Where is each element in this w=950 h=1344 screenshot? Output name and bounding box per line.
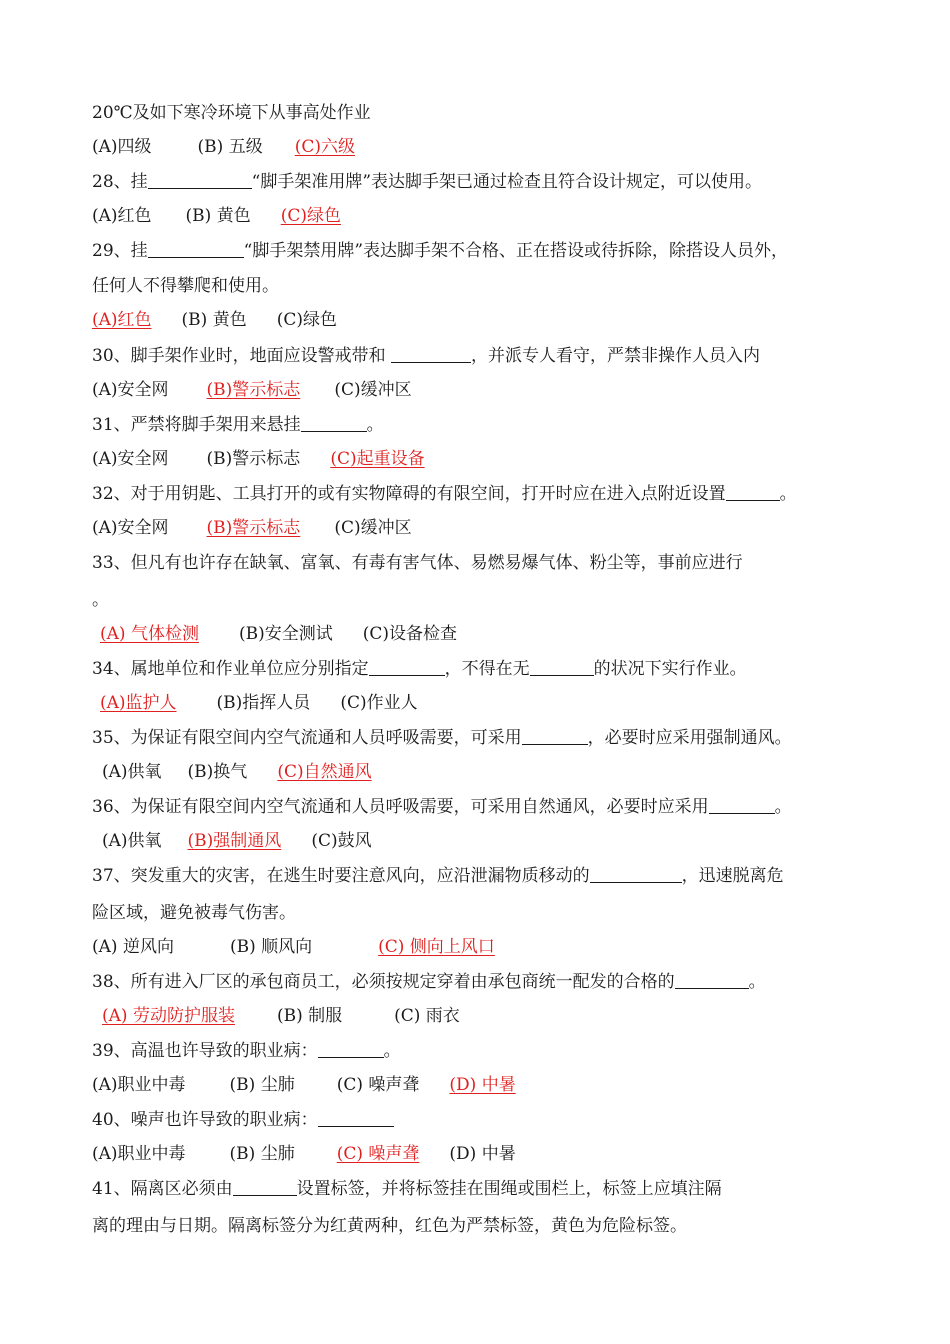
answer-option: (B)警示标志 (206, 380, 301, 400)
question-38: 38、所有进入厂区的承包商员工，必须按规定穿着由承包商统一配发的合格的 。 (92, 972, 766, 992)
question-41-cont: 离的理由与日期。隔离标签分为红黄两种，红色为严禁标签，黄色为危险标签。 (92, 1216, 687, 1236)
option-b: (B) 尘肺 (229, 1075, 295, 1095)
option-b: (B) 黄色 (181, 310, 247, 330)
options-28 (92, 204, 341, 228)
option-c: (C)鼓风 (311, 831, 372, 851)
answer-option: (C)绿色 (280, 206, 341, 226)
question-35: 35、为保证有限空间内空气流通和人员呼吸需要，可采用 ，必要时应采用强制通风。 (92, 728, 792, 748)
question-32: 32、对于用钥匙、工具打开的或有实物障碍的有限空间，打开时应在进入点附近设置 。 (92, 484, 797, 504)
question-39: 39、高温也许导致的职业病： 。 (92, 1041, 401, 1061)
option-b: (B)警示标志 (206, 449, 301, 469)
options-29 (92, 308, 337, 332)
option-c: (C) 雨衣 (394, 1006, 460, 1026)
blank (318, 1039, 384, 1058)
blank (590, 864, 682, 883)
question-27-cont: 20℃及如下寒冷环境下从事高处作业 (92, 103, 371, 123)
option-c: (C)缓冲区 (334, 380, 412, 400)
question-34: 34、属地单位和作业单位应分别指定 ，不得在无 的状况下实行作业。 (92, 659, 747, 679)
option-a: (A) 逆风向 (92, 937, 174, 957)
option-d: (D) 中暑 (449, 1144, 516, 1164)
option-b: (B) 五级 (197, 137, 263, 157)
blank (726, 482, 780, 501)
blank (148, 170, 252, 189)
options-39 (92, 1073, 516, 1097)
options-32 (92, 516, 412, 540)
question-33-cont: 。 (92, 590, 109, 610)
option-c: (C)缓冲区 (334, 518, 412, 538)
question-30: 30、脚手架作业时，地面应设警戒带和 ，并派专人看守，严禁非操作人员入内 (92, 346, 761, 366)
blank (318, 1108, 394, 1127)
options-30 (92, 378, 412, 402)
options-34 (100, 691, 418, 715)
question-31: 31、严禁将脚手架用来悬挂 。 (92, 415, 384, 435)
option-c: (C) 噪声聋 (336, 1075, 420, 1095)
option-a: (A)安全网 (92, 449, 169, 469)
question-29: 29、挂 “脚手架禁用牌”表达脚手架不合格、正在搭设或待拆除，除搭设人员外， (92, 241, 789, 261)
question-28: 28、挂 “脚手架准用牌”表达脚手架已通过检查且符合设计规定，可以使用。 (92, 172, 763, 192)
options-38 (102, 1004, 460, 1028)
blank (301, 413, 367, 432)
option-a: (A)红色 (92, 206, 152, 226)
question-36: 36、为保证有限空间内空气流通和人员呼吸需要，可采用自然通风，必要时应采用 。 (92, 797, 792, 817)
option-c: (C)作业人 (340, 693, 418, 713)
option-a: (A)安全网 (92, 518, 169, 538)
answer-option: (B)警示标志 (206, 518, 301, 538)
blank (391, 344, 471, 363)
question-33: 33、但凡有也许存在缺氧、富氧、有毒有害气体、易燃易爆气体、粉尘等，事前应进行 (92, 553, 743, 573)
answer-option: (A) 气体检测 (100, 624, 199, 644)
option-a: (A)职业中毒 (92, 1144, 186, 1164)
options-31 (92, 447, 425, 471)
blank (709, 795, 775, 814)
question-40: 40、噪声也许导致的职业病： (92, 1108, 868, 1132)
blank (530, 657, 594, 676)
options-33 (100, 622, 457, 646)
option-b: (B) 黄色 (185, 206, 251, 226)
blank (233, 1177, 297, 1196)
answer-option: (C)六级 (294, 137, 355, 157)
option-b: (B)指挥人员 (216, 693, 311, 713)
options-37 (92, 935, 495, 959)
option-a: (A)职业中毒 (92, 1075, 186, 1095)
option-b: (B)换气 (187, 762, 248, 782)
blank (148, 239, 244, 258)
option-b: (B) 顺风向 (229, 937, 313, 957)
options-40 (92, 1142, 516, 1166)
blank (675, 970, 749, 989)
question-41: 41、隔离区必须由 设置标签，并将标签挂在围绳或围栏上，标签上应填注隔 (92, 1179, 722, 1199)
option-a: (A)供氧 (102, 831, 162, 851)
answer-option: (D) 中暑 (449, 1075, 516, 1095)
answer-option: (A) 劳动防护服装 (102, 1006, 235, 1026)
answer-option: (C) 噪声聋 (336, 1144, 420, 1164)
option-c: (C)绿色 (276, 310, 337, 330)
option-a: (A)安全网 (92, 380, 169, 400)
answer-option: (A)监护人 (100, 693, 177, 713)
answer-option: (C)起重设备 (330, 449, 425, 469)
option-b: (B) 制服 (276, 1006, 343, 1026)
option-a: (A)四级 (92, 137, 152, 157)
question-37: 37、突发重大的灾害，在逃生时要注意风向，应沿泄漏物质移动的 ，迅速脱离危 (92, 866, 784, 886)
answer-option: (B)强制通风 (187, 831, 282, 851)
answer-option: (C)自然通风 (277, 762, 372, 782)
option-b: (B)安全测试 (238, 624, 333, 644)
question-29-cont: 任何人不得攀爬和使用。 (92, 276, 279, 296)
options-36 (102, 829, 372, 853)
blank (369, 657, 445, 676)
answer-option: (C) 侧向上风口 (378, 937, 495, 957)
answer-option: (A)红色 (92, 310, 152, 330)
question-37-cont: 险区域，避免被毒气伤害。 (92, 903, 296, 923)
options-27 (92, 135, 355, 159)
option-b: (B) 尘肺 (229, 1144, 295, 1164)
option-c: (C)设备检查 (362, 624, 457, 644)
blank (522, 726, 588, 745)
options-35 (102, 760, 372, 784)
option-a: (A)供氧 (102, 762, 162, 782)
